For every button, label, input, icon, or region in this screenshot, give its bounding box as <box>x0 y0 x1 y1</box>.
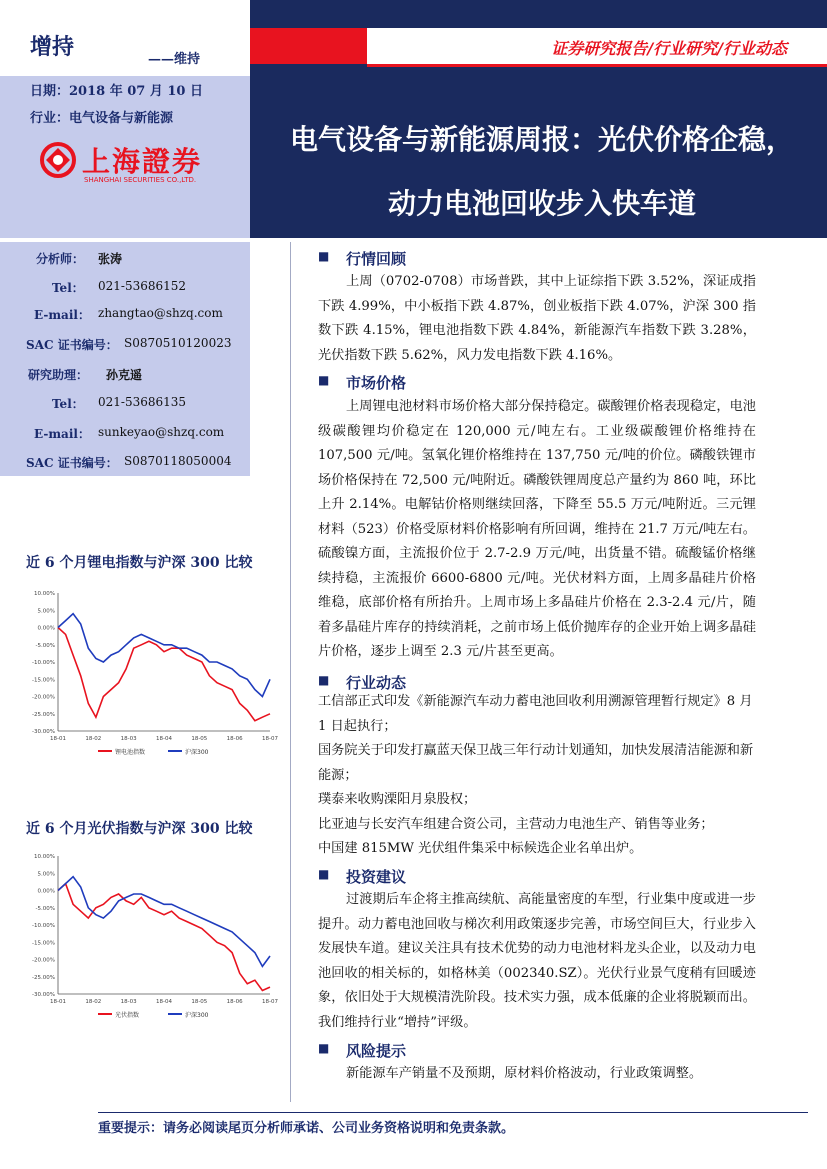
assistant-label: 研究助理： <box>28 368 89 382</box>
assistant-sac-label: SAC 证书编号： <box>26 456 118 470</box>
y-tick-label: -25.00% <box>32 711 55 718</box>
assistant-tel-label: Tel： <box>52 397 84 411</box>
y-tick-label: 5.00% <box>37 608 55 615</box>
footer-divider <box>98 1112 808 1113</box>
report-title-line2: 动力电池回收步入快车道 <box>387 187 696 220</box>
x-tick-label: 18-07 <box>262 736 278 742</box>
y-tick-label: -30.00% <box>32 992 55 998</box>
x-tick-label: 18-02 <box>85 736 102 742</box>
news-item: 工信部正式印发《新能源汽车动力蓄电池回收利用溯源管理暂行规定》8 月 1 日起执行； <box>318 694 753 734</box>
y-tick-label: -30.00% <box>32 729 55 735</box>
rating-sub: ——维持 <box>148 52 201 67</box>
assistant-email-label: E-mail： <box>34 427 90 441</box>
analyst-name: 张涛 <box>98 252 123 266</box>
x-tick-label: 18-01 <box>50 736 66 742</box>
investment-text: 过渡期后车企将主推高续航、高能量密度的车型，行业集中度或进一步提升。动力蓄电池回收与梯次利用政策逐步完善，市场空间巨大，行业步入发展快车道。建议关注具有技术优势的动力电池材料龙头企业，以及动力电池回收的相关标的，如格林美（002340.SZ）。光伏行业景气度稍有回暖迹象，依旧处于大规模清洗阶段。技术实力强，成本低廉的企业将脱颖而出。我们维持行业“增持”评级。 <box>318 892 756 1030</box>
y-tick-label: 5.00% <box>37 871 55 878</box>
y-tick-label: 0.00% <box>37 625 55 632</box>
news-item: 中国建 815MW 光伏组件集采中标候选企业名单出炉。 <box>318 841 643 856</box>
analyst-label: 分析师： <box>36 252 85 266</box>
assistant-email: sunkeyao@shzq.com <box>98 425 225 439</box>
footer-disclaimer: 重要提示：请务必阅读尾页分析师承诺、公司业务资格说明和免责条款。 <box>98 1121 515 1136</box>
y-tick-label: -15.00% <box>32 940 55 947</box>
y-tick-label: -25.00% <box>32 974 55 981</box>
analyst-tel-label: Tel： <box>52 281 84 295</box>
section-heading-market-price: ■ 市场价格 <box>318 372 406 393</box>
section-heading-market-review: ■ 行情回顾 <box>318 248 406 269</box>
analyst-info <box>0 242 250 476</box>
x-tick-label: 18-04 <box>156 999 172 1005</box>
y-tick-label: 10.00% <box>34 854 55 860</box>
y-tick-label: -5.00% <box>35 642 55 649</box>
x-tick-label: 18-05 <box>191 736 208 742</box>
analyst-sac-label: SAC 证书编号： <box>26 338 118 352</box>
market-price-text: 上周锂电池材料市场价格大部分保持稳定。碳酸锂价格表现稳定，电池级碳酸锂均价稳定在 120,000 元/吨左右。工业级碳酸锂价格维持在 107,500 元/吨。氢氧化锂价格维持在 137,750 元/吨的价位。磷酸铁锂市场价格保持在 72,500 元/吨附近。磷酸铁锂周度总产量约为 860 吨，环比上升 2.14%。电解钴价格则继续回落，下降至 55.5 万元/吨附近。三元锂材料（523）价格受原材料价格影响有所回调，维持在 21.7 万元/吨左右。硫酸镍方面，主流报价位于 2.7-2.9 万元/吨，出货量不错。硫酸锰价格继续持稳，主流报价 6600-6800 元/吨。光伏材料方面，上周多晶硅片价格维稳，底部价格有所抬升。上周市场上多晶硅片价格在 2.3-2.4 元/片，随着多晶硅片库存的持续消耗，之前市场上低价抛库存的企业开始上调多晶硅片价格，逐步上调至 2.3 元/片甚至更高。 <box>318 399 756 659</box>
industry-news-list <box>318 690 758 862</box>
chart2-title: 近 6 个月光伏指数与沪深 300 比较 <box>26 821 253 837</box>
y-tick-label: 10.00% <box>34 591 55 597</box>
chart-lithium-vs-csi300 <box>20 585 280 765</box>
chart-pv-vs-csi300 <box>20 848 280 1028</box>
x-tick-label: 18-07 <box>262 999 278 1005</box>
y-tick-label: -10.00% <box>32 660 55 666</box>
y-tick-label: -5.00% <box>35 905 55 912</box>
y-tick-label: -10.00% <box>32 923 55 929</box>
news-item: 璞泰来收购溧阳月泉股权； <box>318 792 477 807</box>
news-item: 国务院关于印发打赢蓝天保卫战三年行动计划通知，加快发展清洁能源和新能源； <box>318 743 754 783</box>
y-tick-label: -15.00% <box>32 677 55 684</box>
chart1-title: 近 6 个月锂电指数与沪深 300 比较 <box>26 555 253 571</box>
logo-text-en: SHANGHAI SECURITIES CO.,LTD. <box>84 176 197 184</box>
rating: 增持 <box>30 34 75 60</box>
section-heading-industry-news: ■ 行业动态 <box>318 672 406 693</box>
section-heading-investment: ■ 投资建议 <box>318 866 406 887</box>
company-logo <box>38 140 228 188</box>
report-type: 证券研究报告/行业研究/行业动态 <box>551 39 787 58</box>
x-tick-label: 18-03 <box>120 999 137 1005</box>
x-tick-label: 18-06 <box>226 999 243 1005</box>
x-tick-label: 18-04 <box>156 736 172 742</box>
y-tick-label: 0.00% <box>37 888 55 895</box>
industry-label: 行业：电气设备与新能源 <box>30 111 174 126</box>
x-tick-label: 18-05 <box>191 999 208 1005</box>
series-line-1 <box>58 614 270 697</box>
assistant-name: 孙克遥 <box>106 368 143 382</box>
report-title-line1: 电气设备与新能源周报：光伏价格企稳， <box>289 123 794 156</box>
assistant-sac: S0870118050004 <box>124 454 232 468</box>
news-item: 比亚迪与长安汽车组建合资公司，主营动力电池生产、销售等业务； <box>318 816 714 832</box>
analyst-email-label: E-mail： <box>34 308 90 322</box>
y-tick-label: -20.00% <box>32 957 55 964</box>
analyst-sac: S0870510120023 <box>124 336 232 350</box>
x-tick-label: 18-03 <box>120 736 137 742</box>
section-heading-risk: ■ 风险提示 <box>318 1040 406 1061</box>
risk-text: 新能源车产销量不及预期，原材料价格波动，行业政策调整。 <box>346 1066 703 1081</box>
x-tick-label: 18-06 <box>226 736 243 742</box>
series-line-1 <box>58 877 270 967</box>
x-tick-label: 18-02 <box>85 999 102 1005</box>
column-divider <box>290 242 291 1102</box>
legend-label: 锂电池指数 <box>115 749 146 756</box>
logo-text-cn: 上海證券 <box>82 145 203 178</box>
legend-label: 沪深300 <box>185 749 209 756</box>
legend-label: 光伏指数 <box>115 1012 140 1019</box>
market-review-text: 上周（0702-0708）市场普跌，其中上证综指下跌 3.52%，深证成指下跌 4.99%，中小板指下跌 4.87%，创业板指下跌 4.07%，沪深 300 指数下跌 4.15%，锂电池指数下跌 4.84%，新能源汽车指数下跌 3.28%，光伏指数下跌 5.62%，风力发电指数下跌 4.16%。 <box>318 274 756 363</box>
y-tick-label: -20.00% <box>32 694 55 701</box>
analyst-tel: 021-53686152 <box>98 279 187 293</box>
assistant-tel: 021-53686135 <box>98 395 187 409</box>
report-date: 日期：2018 年 07 月 10 日 <box>30 84 203 99</box>
x-tick-label: 18-01 <box>50 999 66 1005</box>
analyst-email: zhangtao@shzq.com <box>98 306 223 320</box>
legend-label: 沪深300 <box>185 1012 209 1019</box>
